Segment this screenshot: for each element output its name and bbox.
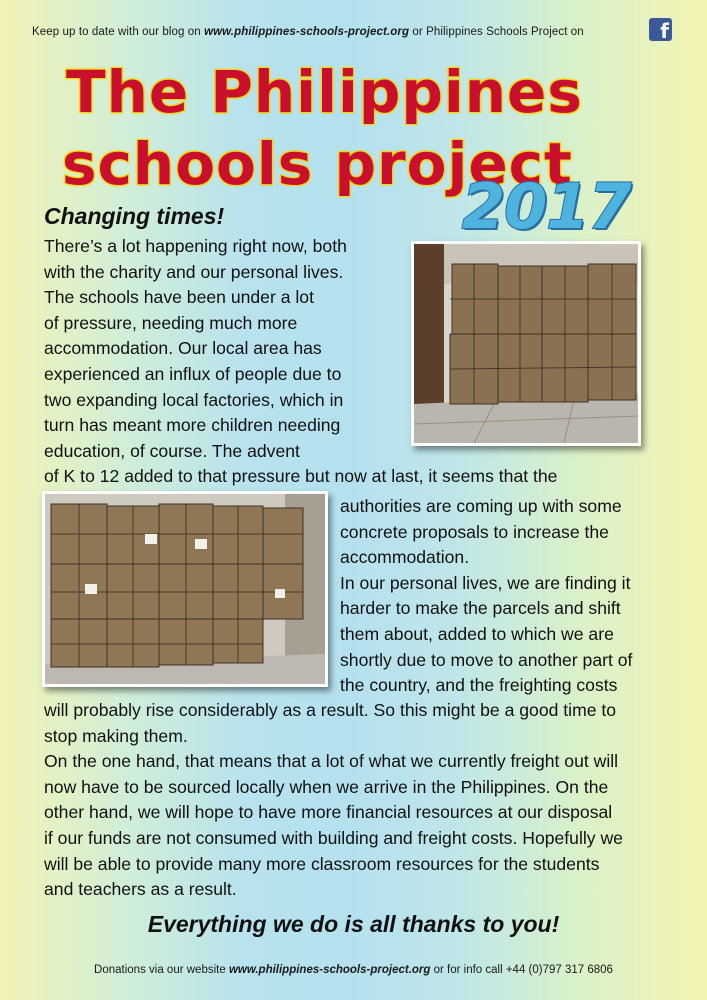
article-line: experienced an influx of people due to: [44, 363, 342, 384]
article-line: stop making them.: [44, 725, 188, 746]
blog-link[interactable]: www.philippines-schools-project.org: [204, 26, 410, 38]
article-line: authorities are coming up with some: [340, 496, 622, 516]
article-line: In our personal lives, we are finding it: [340, 572, 631, 593]
article-line: The schools have been under a lot: [44, 287, 314, 308]
article-line: accommodation. Our local area has: [44, 338, 322, 359]
page-title-line1: The Philippines: [66, 58, 583, 126]
facebook-icon[interactable]: f: [649, 18, 672, 41]
donation-link[interactable]: www.philippines-schools-project.org: [228, 964, 431, 976]
article-line: and teachers as a result.: [44, 879, 237, 900]
article-block-b: [340, 494, 632, 699]
article-line: with the charity and our personal lives.: [44, 261, 344, 282]
article-line: will be able to provide many more classroom resources for the students: [44, 853, 600, 874]
article-line: of K to 12 added to that pressure but now at last, it seems that the: [44, 466, 558, 487]
blog-notice-prefix: Keep up to date with our blog on: [32, 26, 205, 38]
thanks-tagline: Everything we do is all thanks to you!: [147, 911, 560, 937]
article-heading: Changing times!: [44, 203, 225, 229]
article-line: now have to be sourced locally when we arrive in the Philippines. On the: [44, 776, 609, 797]
parcels-photo-1-image: [414, 244, 638, 443]
footer-suffix: or for info call +44 (0)797 317 6806: [430, 964, 613, 976]
article-line: of pressure, needing much more: [44, 312, 298, 333]
blog-notice-suffix: or Philippines Schools Project on: [409, 26, 584, 38]
article-line: will probably rise considerably as a result. So this might be a good time to: [44, 700, 617, 720]
parcels-photo-1: [411, 241, 641, 446]
article-line: On the one hand, that means that a lot of what we currently freight out will: [44, 751, 619, 772]
year-badge: 2017: [462, 170, 631, 243]
article-line: two expanding local factories, which in: [44, 389, 344, 410]
article-line: accommodation.: [340, 547, 470, 568]
article-line: harder to make the parcels and shift: [340, 598, 621, 619]
donation-footer: [0, 964, 707, 976]
article-line: concrete proposals to increase the: [340, 521, 609, 542]
article-line: education, of course. The advent: [44, 440, 300, 461]
article-block-c: [44, 698, 623, 903]
page-title-line2: schools project: [62, 130, 573, 198]
article-line: the country, and the freighting costs: [340, 675, 618, 696]
footer-prefix: Donations via our website: [94, 964, 229, 976]
parcels-photo-2-image: [45, 494, 325, 684]
article-line: shortly due to move to another part of: [340, 649, 633, 670]
article-line: turn has meant more children needing: [44, 415, 341, 436]
article-line: them about, added to which we are: [340, 623, 614, 644]
article-line: There’s a lot happening right now, both: [44, 236, 347, 256]
article-line: if our funds are not consumed with building and freight costs. Hopefully we: [44, 827, 623, 848]
article-line: other hand, we will hope to have more financial resources at our disposal: [44, 802, 613, 823]
parcels-photo-2: [42, 491, 328, 687]
blog-notice: [32, 26, 584, 38]
